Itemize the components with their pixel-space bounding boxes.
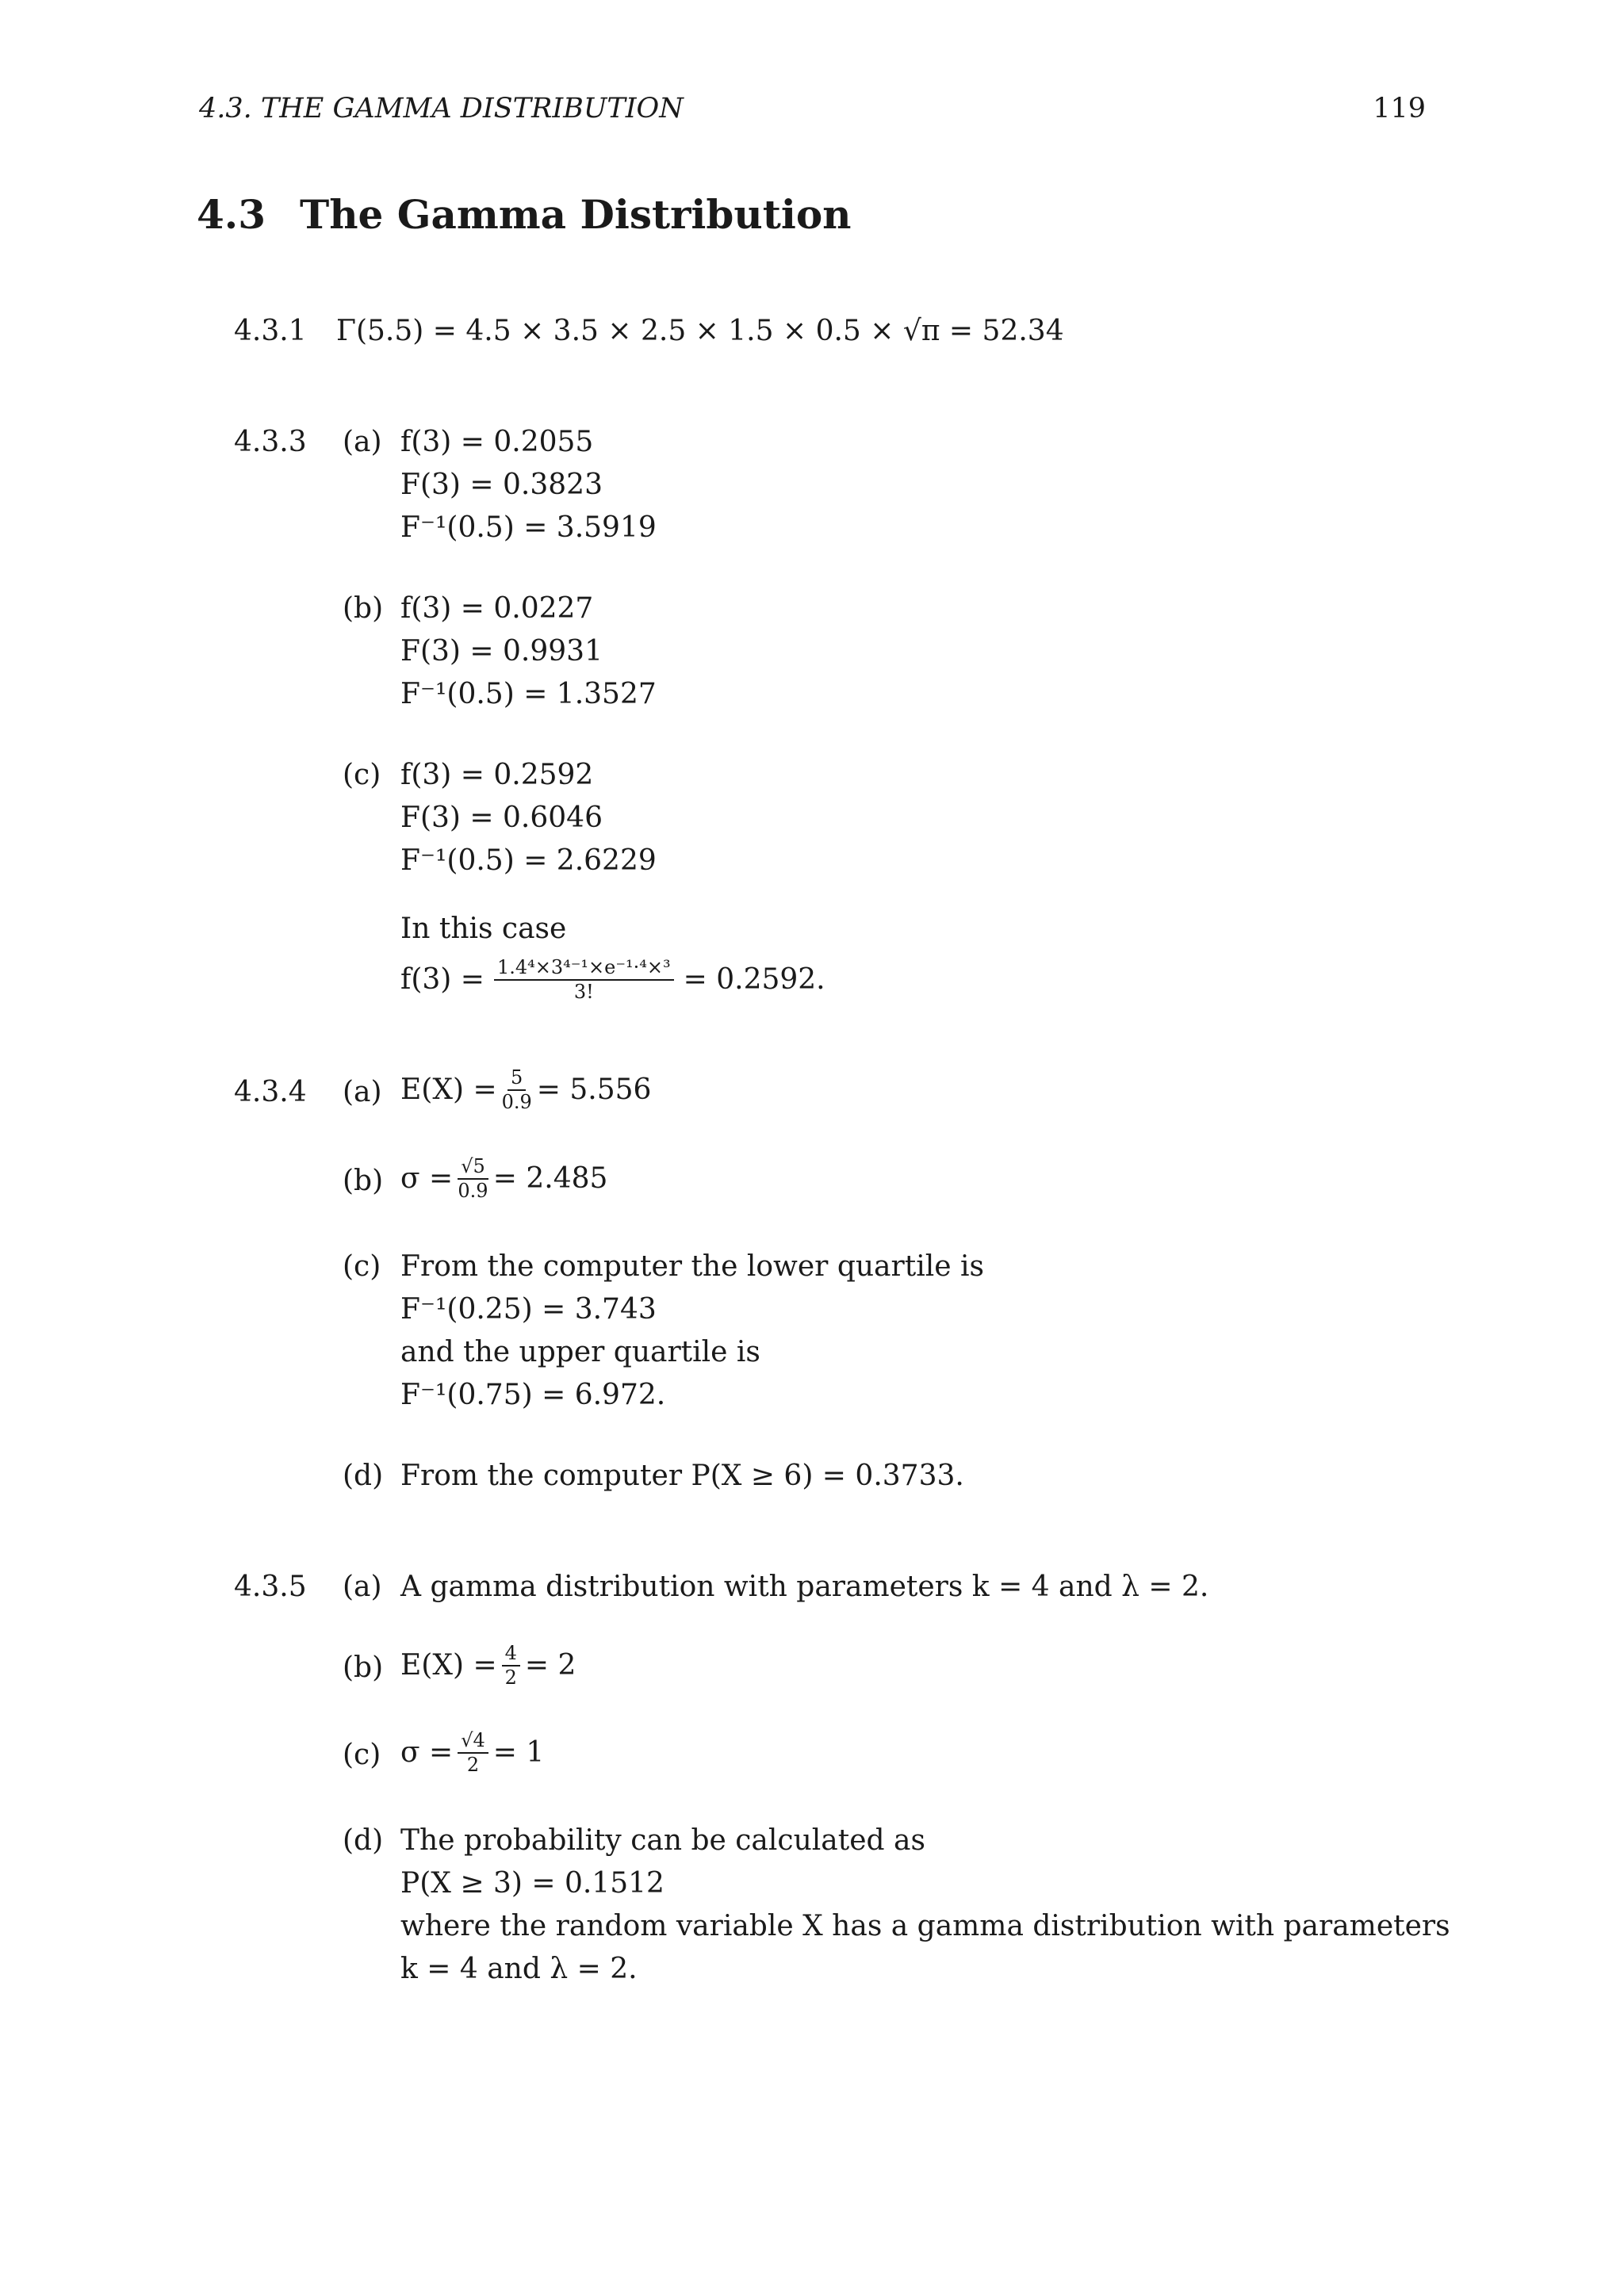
formula-rhs: = 2 bbox=[524, 1649, 576, 1682]
part-label: (d) bbox=[343, 1460, 384, 1492]
sd-formula bbox=[400, 1731, 544, 1775]
answer-line: where the random variable X has a gamma distribution with parameters bbox=[400, 1910, 1450, 1942]
answer-line: P(X ≥ 3) = 0.1512 bbox=[400, 1867, 665, 1900]
part-label: (b) bbox=[343, 1651, 384, 1684]
fraction-denominator: 0.9 bbox=[458, 1180, 488, 1203]
answer-line: f(3) = 0.2055 bbox=[400, 426, 594, 458]
running-head: 4.3. THE GAMMA DISTRIBUTION bbox=[199, 93, 684, 124]
answer-line: In this case bbox=[400, 913, 567, 945]
formula-rhs: = 1 bbox=[492, 1736, 545, 1770]
answer-line: F⁻¹(0.5) = 1.3527 bbox=[400, 678, 657, 710]
sd-formula bbox=[400, 1157, 607, 1201]
part-label: (c) bbox=[343, 1739, 381, 1771]
answer-line: F(3) = 0.6046 bbox=[400, 802, 603, 834]
fraction-denominator: 0.9 bbox=[501, 1091, 532, 1114]
page-number: 119 bbox=[1373, 93, 1426, 124]
mean-formula bbox=[400, 1068, 651, 1112]
problem-number: 4.3.3 bbox=[234, 426, 307, 458]
part-label: (c) bbox=[343, 1250, 381, 1283]
mean-formula bbox=[400, 1644, 576, 1688]
answer-line: A gamma distribution with parameters k = 4 and λ = 2. bbox=[400, 1571, 1209, 1603]
fraction-denominator: 3! bbox=[573, 981, 594, 1004]
problem-line: Γ(5.5) = 4.5 × 3.5 × 2.5 × 1.5 × 0.5 × √π = 52.34 bbox=[336, 315, 1064, 347]
fraction-numerator: 4 bbox=[502, 1644, 520, 1667]
answer-line: f(3) = 0.0227 bbox=[400, 592, 594, 625]
answer-line: f(3) = 0.2592 bbox=[400, 759, 594, 791]
problem-number: 4.3.5 bbox=[234, 1571, 307, 1603]
formula-lhs: E(X) = bbox=[400, 1649, 497, 1682]
part-label: (a) bbox=[343, 1571, 382, 1603]
fraction-numerator: 1.4⁴×3⁴⁻¹×e⁻¹·⁴×³ bbox=[494, 958, 674, 981]
formula-rhs: = 0.2592. bbox=[683, 963, 825, 997]
formula-rhs: = 5.556 bbox=[536, 1073, 652, 1107]
fraction bbox=[494, 958, 674, 1002]
fraction-denominator: 2 bbox=[466, 1754, 480, 1777]
section-title: The Gamma Distribution bbox=[300, 191, 852, 238]
fraction bbox=[458, 1731, 488, 1775]
answer-line: From the computer the lower quartile is bbox=[400, 1250, 984, 1283]
problem-number: 4.3.1 bbox=[234, 315, 307, 347]
fraction-numerator: 5 bbox=[508, 1068, 526, 1091]
part-label: (b) bbox=[343, 592, 384, 625]
fraction-denominator: 2 bbox=[504, 1667, 517, 1689]
fraction bbox=[502, 1644, 520, 1688]
part-label: (c) bbox=[343, 759, 381, 791]
answer-line: F⁻¹(0.5) = 2.6229 bbox=[400, 844, 657, 877]
part-label: (a) bbox=[343, 1076, 382, 1108]
formula-lhs: σ = bbox=[400, 1736, 454, 1770]
section-number: 4.3 bbox=[197, 191, 266, 238]
fraction bbox=[502, 1068, 532, 1112]
problem-number: 4.3.4 bbox=[234, 1076, 307, 1108]
answer-line: F⁻¹(0.75) = 6.972. bbox=[400, 1379, 666, 1411]
density-formula bbox=[400, 958, 825, 1002]
fraction-numerator: √5 bbox=[458, 1157, 488, 1180]
formula-lhs: σ = bbox=[400, 1162, 454, 1196]
answer-line: F⁻¹(0.5) = 3.5919 bbox=[400, 511, 657, 544]
answer-line: k = 4 and λ = 2. bbox=[400, 1953, 638, 1985]
answer-line: From the computer P(X ≥ 6) = 0.3733. bbox=[400, 1460, 964, 1492]
part-label: (b) bbox=[343, 1165, 384, 1197]
answer-line: F⁻¹(0.25) = 3.743 bbox=[400, 1293, 657, 1326]
part-label: (d) bbox=[343, 1824, 384, 1857]
formula-lhs: E(X) = bbox=[400, 1073, 497, 1107]
formula-rhs: = 2.485 bbox=[492, 1162, 608, 1196]
answer-line: F(3) = 0.3823 bbox=[400, 469, 603, 501]
fraction bbox=[458, 1157, 488, 1201]
formula-lhs: f(3) = bbox=[400, 963, 485, 997]
part-label: (a) bbox=[343, 426, 382, 458]
answer-line: The probability can be calculated as bbox=[400, 1824, 925, 1857]
fraction-numerator: √4 bbox=[458, 1731, 488, 1754]
answer-line: F(3) = 0.9931 bbox=[400, 635, 603, 668]
answer-line: and the upper quartile is bbox=[400, 1336, 760, 1368]
